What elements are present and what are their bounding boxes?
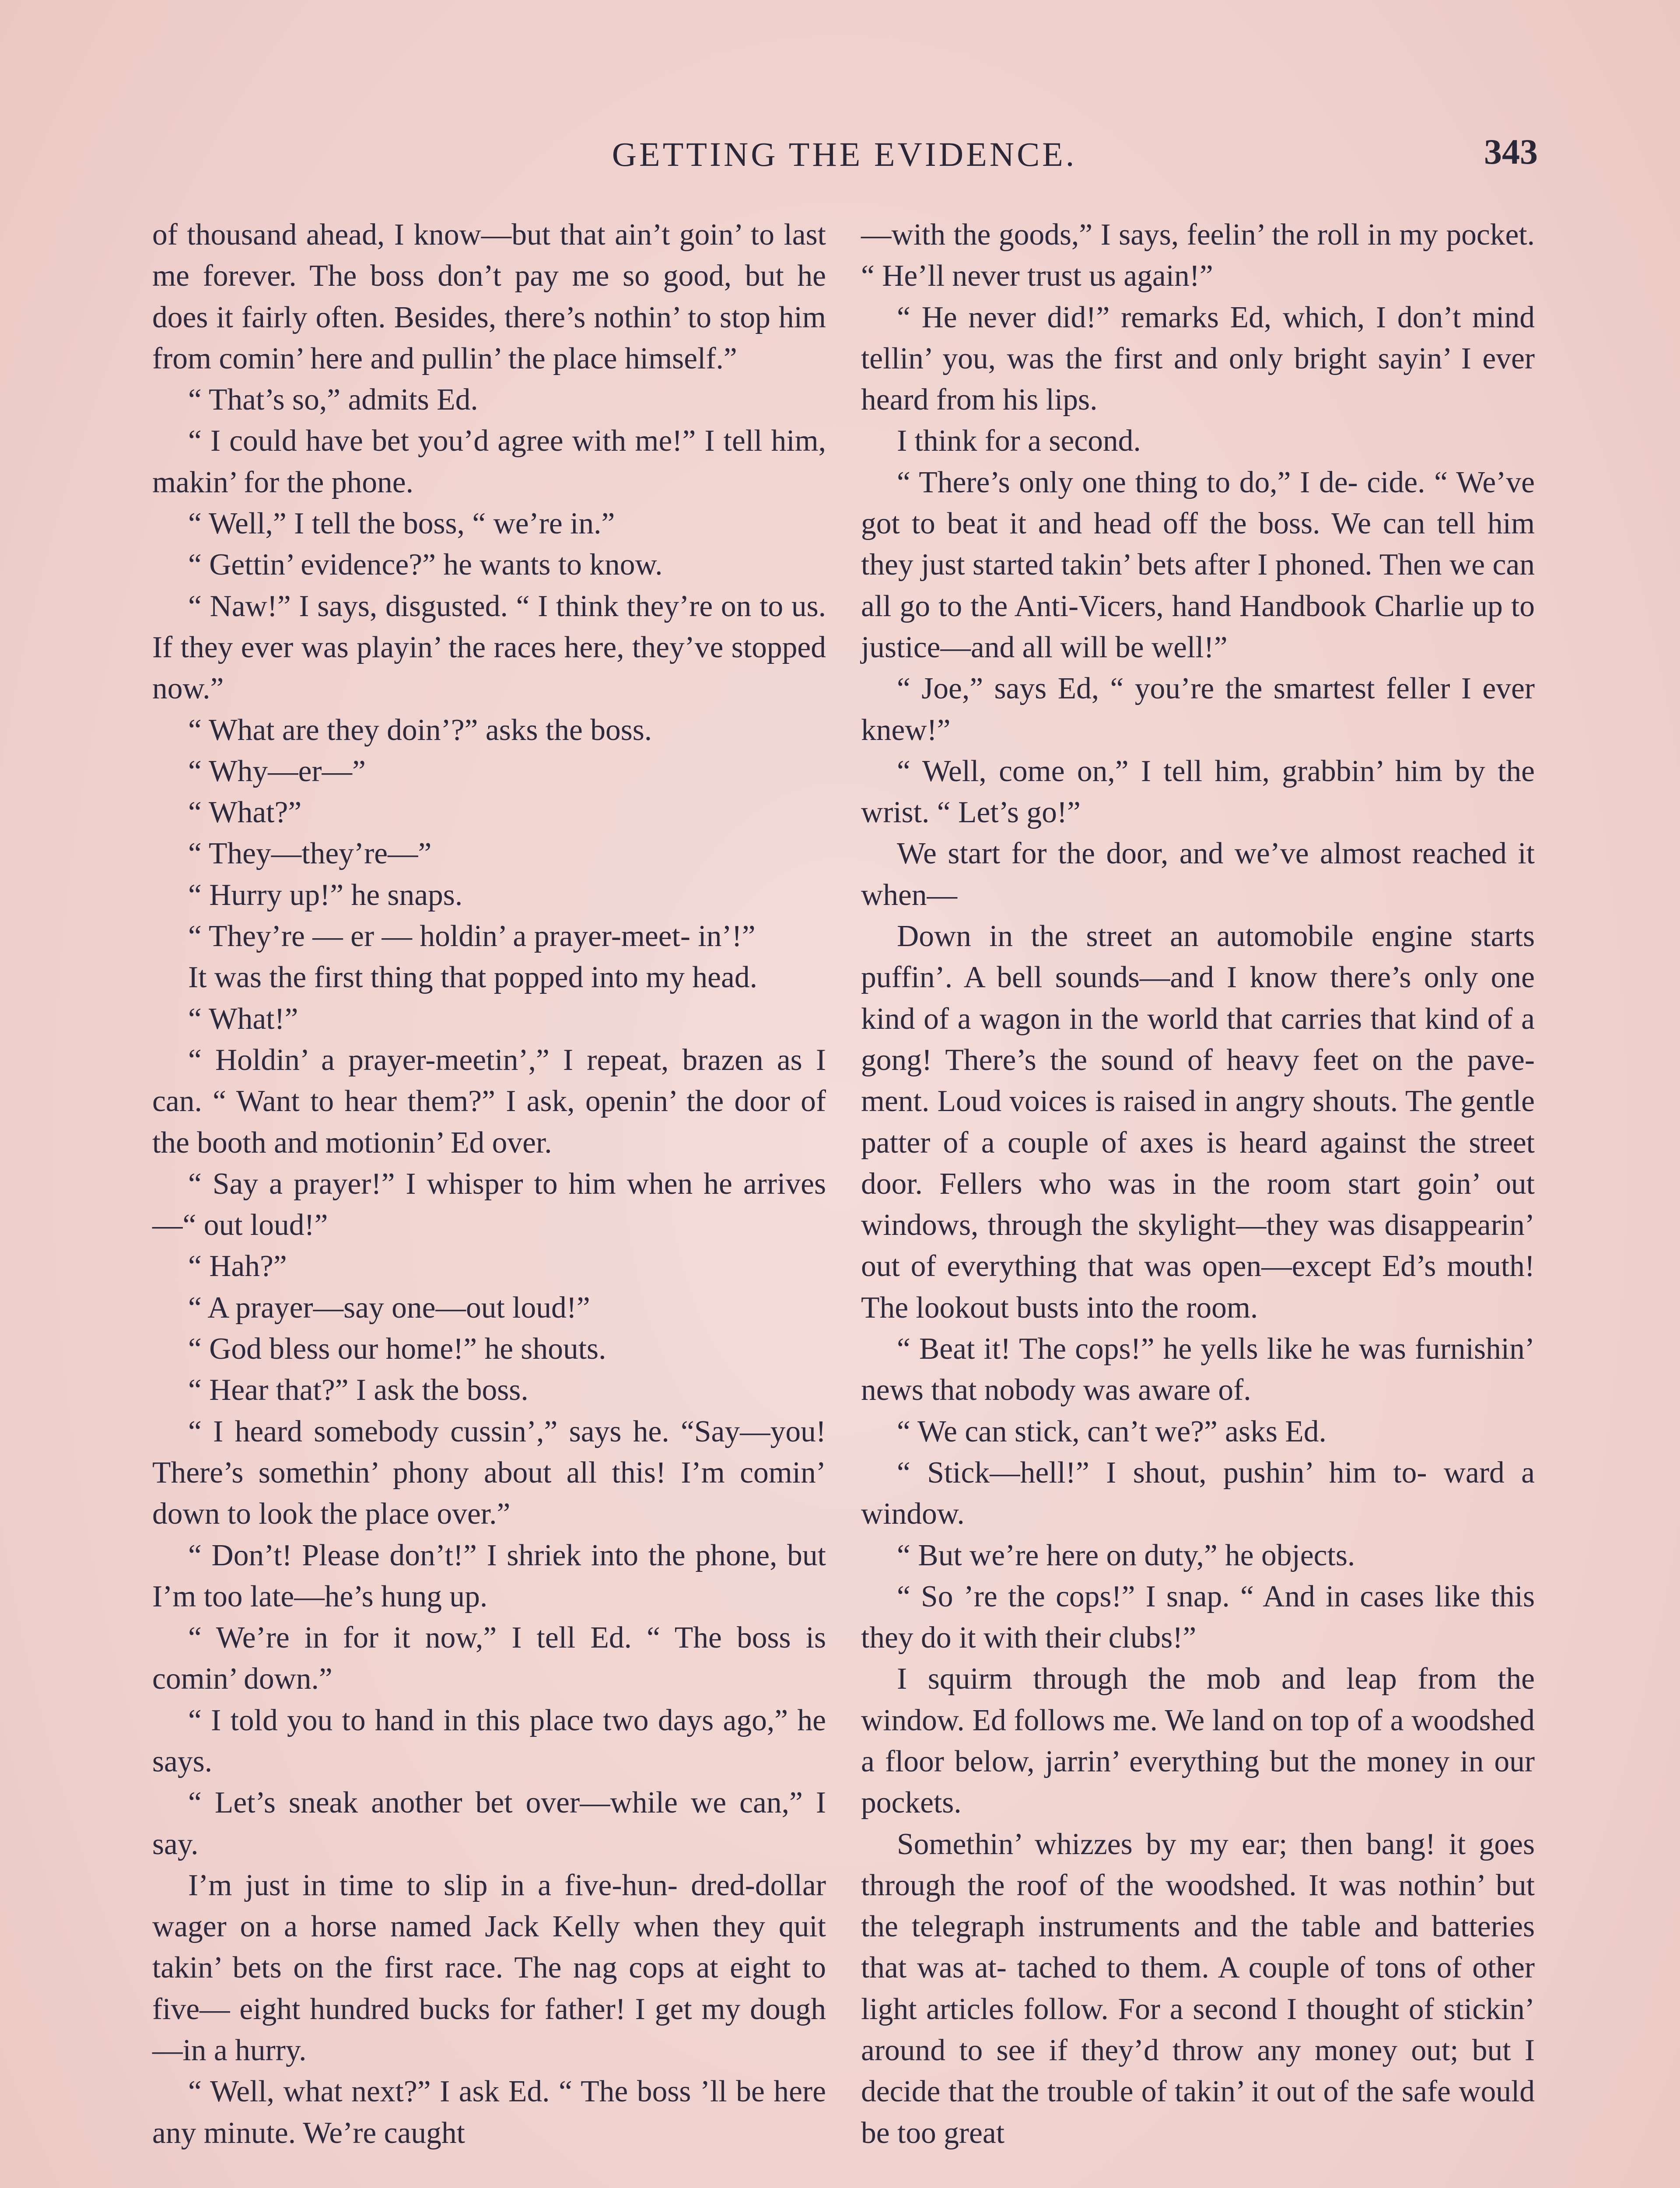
paragraph: “ Well,” I tell the boss, “ we’re in.” — [188, 507, 615, 541]
paragraph: “ I told you to hand in this place two days ago,” he says. — [152, 1703, 826, 1778]
paragraph: “ Hear that?” I ask the boss. — [188, 1373, 528, 1407]
paragraph: “ Gettin’ evidence?” he wants to know. — [188, 548, 663, 582]
paragraph: “ They—they’re—” — [188, 837, 432, 871]
paragraph: “ That’s so,” admits Ed. — [188, 383, 478, 417]
paragraph: “ Hah?” — [188, 1249, 287, 1283]
paragraph: I’m just in time to slip in a five-hun- dred-dollar wager on a horse named Jack Kelly when they quit takin’ bets on the first race. The nag cops at eight to five— eight hundred bucks for father! I get my dough—in a hurry. — [152, 1868, 826, 2068]
paragraph: “ Well, what next?” I ask Ed. “ The boss ’ll be here any minute. We’re caught — [152, 2075, 826, 2150]
paragraph: Somethin’ whizzes by my ear; then bang! it goes through the roof of the woodshed. It was nothin’ but the telegraph instruments and the table and batteries that was at- tached to them. A couple of tons of other light articles follow. For a second I thought of stickin’ around to see if they’d throw any money out; but I decide that the trouble of takin’ it out of the safe would be too great — [861, 1827, 1535, 2150]
paragraph: “ They’re — er — holdin’ a prayer-meet- in’!” — [188, 919, 756, 954]
page-number: 343 — [1484, 132, 1538, 172]
running-head — [151, 131, 1538, 179]
paragraph: “ Beat it! The cops!” he yells like he was furnishin’ news that nobody was aware of. — [861, 1332, 1535, 1407]
paragraph: “ Say a prayer!” I whisper to him when he arrives—“ out loud!” — [152, 1167, 826, 1242]
paragraph: I think for a second. — [897, 424, 1141, 458]
paragraph: It was the first thing that popped into my head. — [188, 961, 757, 995]
paragraph: “ What!” — [188, 1002, 298, 1036]
paragraph: “ A prayer—say one—out loud!” — [188, 1290, 590, 1325]
paragraph: “ We can stick, can’t we?” asks Ed. — [897, 1414, 1326, 1448]
paragraph: “ God bless our home!” he shouts. — [188, 1332, 606, 1366]
paragraph: “ Joe,” says Ed, “ you’re the smartest feller I ever knew!” — [861, 672, 1535, 747]
paragraph: “ Well, come on,” I tell him, grabbin’ him by the wrist. “ Let’s go!” — [861, 754, 1535, 830]
paragraph: “ I could have bet you’d agree with me!” I tell him, makin’ for the phone. — [152, 424, 826, 499]
paragraph: Down in the street an automobile engine starts puffin’. A bell sounds—and I know there’s only one kind of a wagon in the world that carries that kind of a gong! There’s the sound of heavy feet on the pave- ment. Loud voices is raised in angry shouts. The gentle patter of a couple of axes is heard against the street door. Fellers who was in the room start goin’ out windows, through the skylight—they was disappearin’ out of everything that was open—except Ed’s mouth! The lookout busts into the room. — [861, 919, 1535, 1325]
paragraph: “ So ’re the cops!” I snap. “ And in cases like this they do it with their clubs!” — [861, 1579, 1535, 1655]
right-text-column — [861, 214, 1535, 2154]
paragraph: “ Naw!” I says, disgusted. “ I think they’re on to us. If they ever was playin’ the races here, they’ve stopped now.” — [152, 589, 826, 706]
paragraph: We start for the door, and we’ve almost reached it when— — [861, 837, 1535, 912]
paragraph: “ What are they doin’?” asks the boss. — [188, 713, 652, 747]
paragraph: “ Don’t! Please don’t!” I shriek into the phone, but I’m too late—he’s hung up. — [152, 1538, 826, 1613]
left-text-column — [152, 214, 826, 2154]
paragraph: “ Let’s sneak another bet over—while we can,” I say. — [152, 1786, 826, 1861]
paragraph: “ Why—er—” — [188, 754, 366, 788]
paragraph: “ Hurry up!” he snaps. — [188, 878, 463, 912]
running-title: GETTING THE EVIDENCE. — [612, 135, 1077, 173]
paragraph: “ Holdin’ a prayer-meetin’,” I repeat, brazen as I can. “ Want to hear them?” I ask, openin’ the door of the booth and motionin’ Ed over. — [152, 1043, 826, 1160]
paragraph: I squirm through the mob and leap from the window. Ed follows me. We land on top of a woodshed a floor below, jarrin’ everything but the money in our pockets. — [861, 1662, 1535, 1820]
paragraph: —with the goods,” I says, feelin’ the roll in my pocket. “ He’ll never trust us again!” — [861, 218, 1535, 293]
paragraph: “ I heard somebody cussin’,” says he. “Say—you! There’s somethin’ phony about all this! I’m comin’ down to look the place over.” — [152, 1414, 826, 1531]
paragraph: “ Stick—hell!” I shout, pushin’ him to- ward a window. — [861, 1455, 1535, 1531]
paragraph: “ What?” — [188, 796, 302, 830]
paragraph: “ There’s only one thing to do,” I de- cide. “ We’ve got to beat it and head off the boss. We can tell him they just started takin’ bets after I phoned. Then we can all go to the Anti-Vicers, hand Handbook Charlie up to justice—and all will be well!” — [861, 465, 1535, 664]
paragraph: “ But we’re here on duty,” he objects. — [897, 1538, 1355, 1572]
paragraph: “ We’re in for it now,” I tell Ed. “ The boss is comin’ down.” — [152, 1621, 826, 1696]
paragraph: “ He never did!” remarks Ed, which, I don’t mind tellin’ you, was the first and only bright sayin’ I ever heard from his lips. — [861, 300, 1535, 417]
paragraph: of thousand ahead, I know—but that ain’t goin’ to last me forever. The boss don’t pay me so good, but he does it fairly often. Besides, there’s nothin’ to stop him from comin’ here and pullin’ the place himself.” — [152, 218, 826, 375]
